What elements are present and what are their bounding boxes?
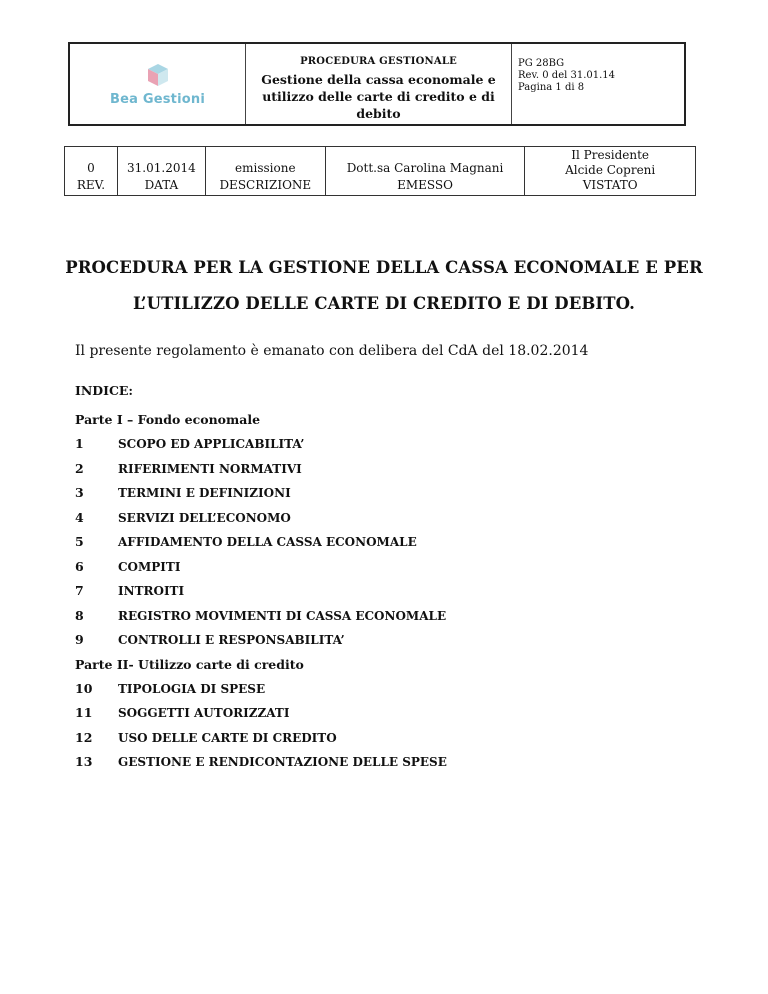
bea-logo-icon: [145, 62, 171, 88]
approver-line2: Alcide Copreni: [565, 163, 656, 177]
toc-entry: [75, 750, 695, 775]
page-info: Pagina 1 di 8: [518, 82, 585, 93]
toc-entry-number: 1: [75, 436, 84, 451]
toc-entry-title: SOGGETTI AUTORIZZATI: [118, 706, 290, 720]
toc-entry: [75, 530, 695, 555]
toc-entry-title: SERVIZI DELL’ECONOMO: [118, 510, 291, 525]
procedure-title: Gestione della cassa economale e utilizzo delle carte di credito e di debito: [261, 72, 496, 121]
logo-cell: [70, 44, 246, 124]
revision-table: [64, 146, 696, 196]
date-cell: [117, 147, 205, 196]
toc-entry-number: 10: [75, 680, 93, 696]
toc-entry: [75, 481, 695, 506]
toc-entry-title: CONTROLLI E RESPONSABILITA’: [118, 633, 345, 647]
intro-text: Il presente regolamento è emanato con delibera del CdA del 18.02.2014: [75, 343, 589, 359]
toc-entry: [75, 628, 695, 653]
toc-entry: [75, 726, 695, 751]
doc-code: PG 28BG: [518, 58, 565, 69]
table-of-contents: [75, 408, 695, 775]
toc-entry-title: REGISTRO MOVIMENTI DI CASSA ECONOMALE: [118, 608, 447, 623]
toc-entry-number: 6: [75, 558, 84, 574]
toc-entry: [75, 677, 695, 702]
rev-label: REV.: [76, 178, 106, 192]
rev-cell: [65, 147, 118, 196]
description-label: DESCRIZIONE: [219, 178, 312, 192]
description-cell: [205, 147, 325, 196]
approver-cell: [525, 147, 696, 196]
toc-entry-number: 5: [75, 534, 84, 549]
toc-entry-title: RIFERIMENTI NORMATIVI: [118, 461, 302, 476]
title-cell: [246, 44, 512, 124]
toc-part-2: Parte II- Utilizzo carte di credito: [75, 656, 304, 672]
issuer-label: EMESSO: [397, 178, 453, 192]
toc-entry: [75, 506, 695, 531]
toc-entry: [75, 457, 695, 482]
toc-entry-number: 12: [75, 729, 93, 745]
procedure-label: PROCEDURA GESTIONALE: [300, 56, 457, 67]
approver-label: VISTATO: [582, 178, 638, 192]
toc-entry: [75, 701, 695, 726]
toc-entry-title: USO DELLE CARTE DI CREDITO: [118, 730, 337, 745]
toc-entry: [75, 604, 695, 629]
toc-entry: [75, 555, 695, 580]
issuer-value: Dott.sa Carolina Magnani: [346, 161, 504, 175]
approver-line1: Il Presidente: [571, 148, 650, 162]
toc-entry-title: COMPITI: [118, 559, 181, 574]
toc-entry: [75, 432, 695, 457]
document-title: [40, 250, 728, 322]
toc-entry-title: GESTIONE E RENDICONTAZIONE DELLE SPESE: [118, 755, 447, 769]
date-label: DATA: [144, 178, 179, 192]
toc-entry-number: 2: [75, 460, 84, 476]
revision-info: Rev. 0 del 31.01.14: [518, 70, 616, 81]
toc-entry-title: INTROITI: [118, 584, 185, 598]
toc-entry-number: 13: [75, 754, 93, 769]
reference-cell: [512, 44, 684, 124]
issuer-cell: [325, 147, 525, 196]
toc-entry-number: 3: [75, 485, 84, 500]
title-line-1: PROCEDURA PER LA GESTIONE DELLA CASSA ECONOMALE E PER: [65, 258, 703, 277]
title-line-2: L’UTILIZZO DELLE CARTE DI CREDITO E DI DEBITO.: [133, 294, 635, 313]
toc-part-1: Parte I – Fondo economale: [75, 412, 261, 427]
toc-entry-number: 9: [75, 632, 84, 647]
toc-entry-number: 11: [75, 705, 93, 720]
toc-entry-number: 8: [75, 607, 84, 623]
toc-entry-title: TERMINI E DEFINIZIONI: [118, 486, 291, 500]
rev-value: 0: [87, 161, 95, 175]
date-value: 31.01.2014: [127, 161, 196, 175]
logo-text: Bea Gestioni: [110, 91, 205, 107]
toc-entry: [75, 579, 695, 604]
toc-entry-title: TIPOLOGIA DI SPESE: [118, 681, 266, 696]
toc-entry-title: AFFIDAMENTO DELLA CASSA ECONOMALE: [118, 535, 417, 549]
toc-entry-title: SCOPO ED APPLICABILITA’: [118, 437, 305, 451]
document-header: [68, 42, 686, 126]
toc-entry-number: 7: [75, 583, 84, 598]
description-value: emissione: [235, 161, 296, 175]
index-label: INDICE:: [75, 383, 134, 398]
toc-entry-number: 4: [75, 509, 84, 525]
